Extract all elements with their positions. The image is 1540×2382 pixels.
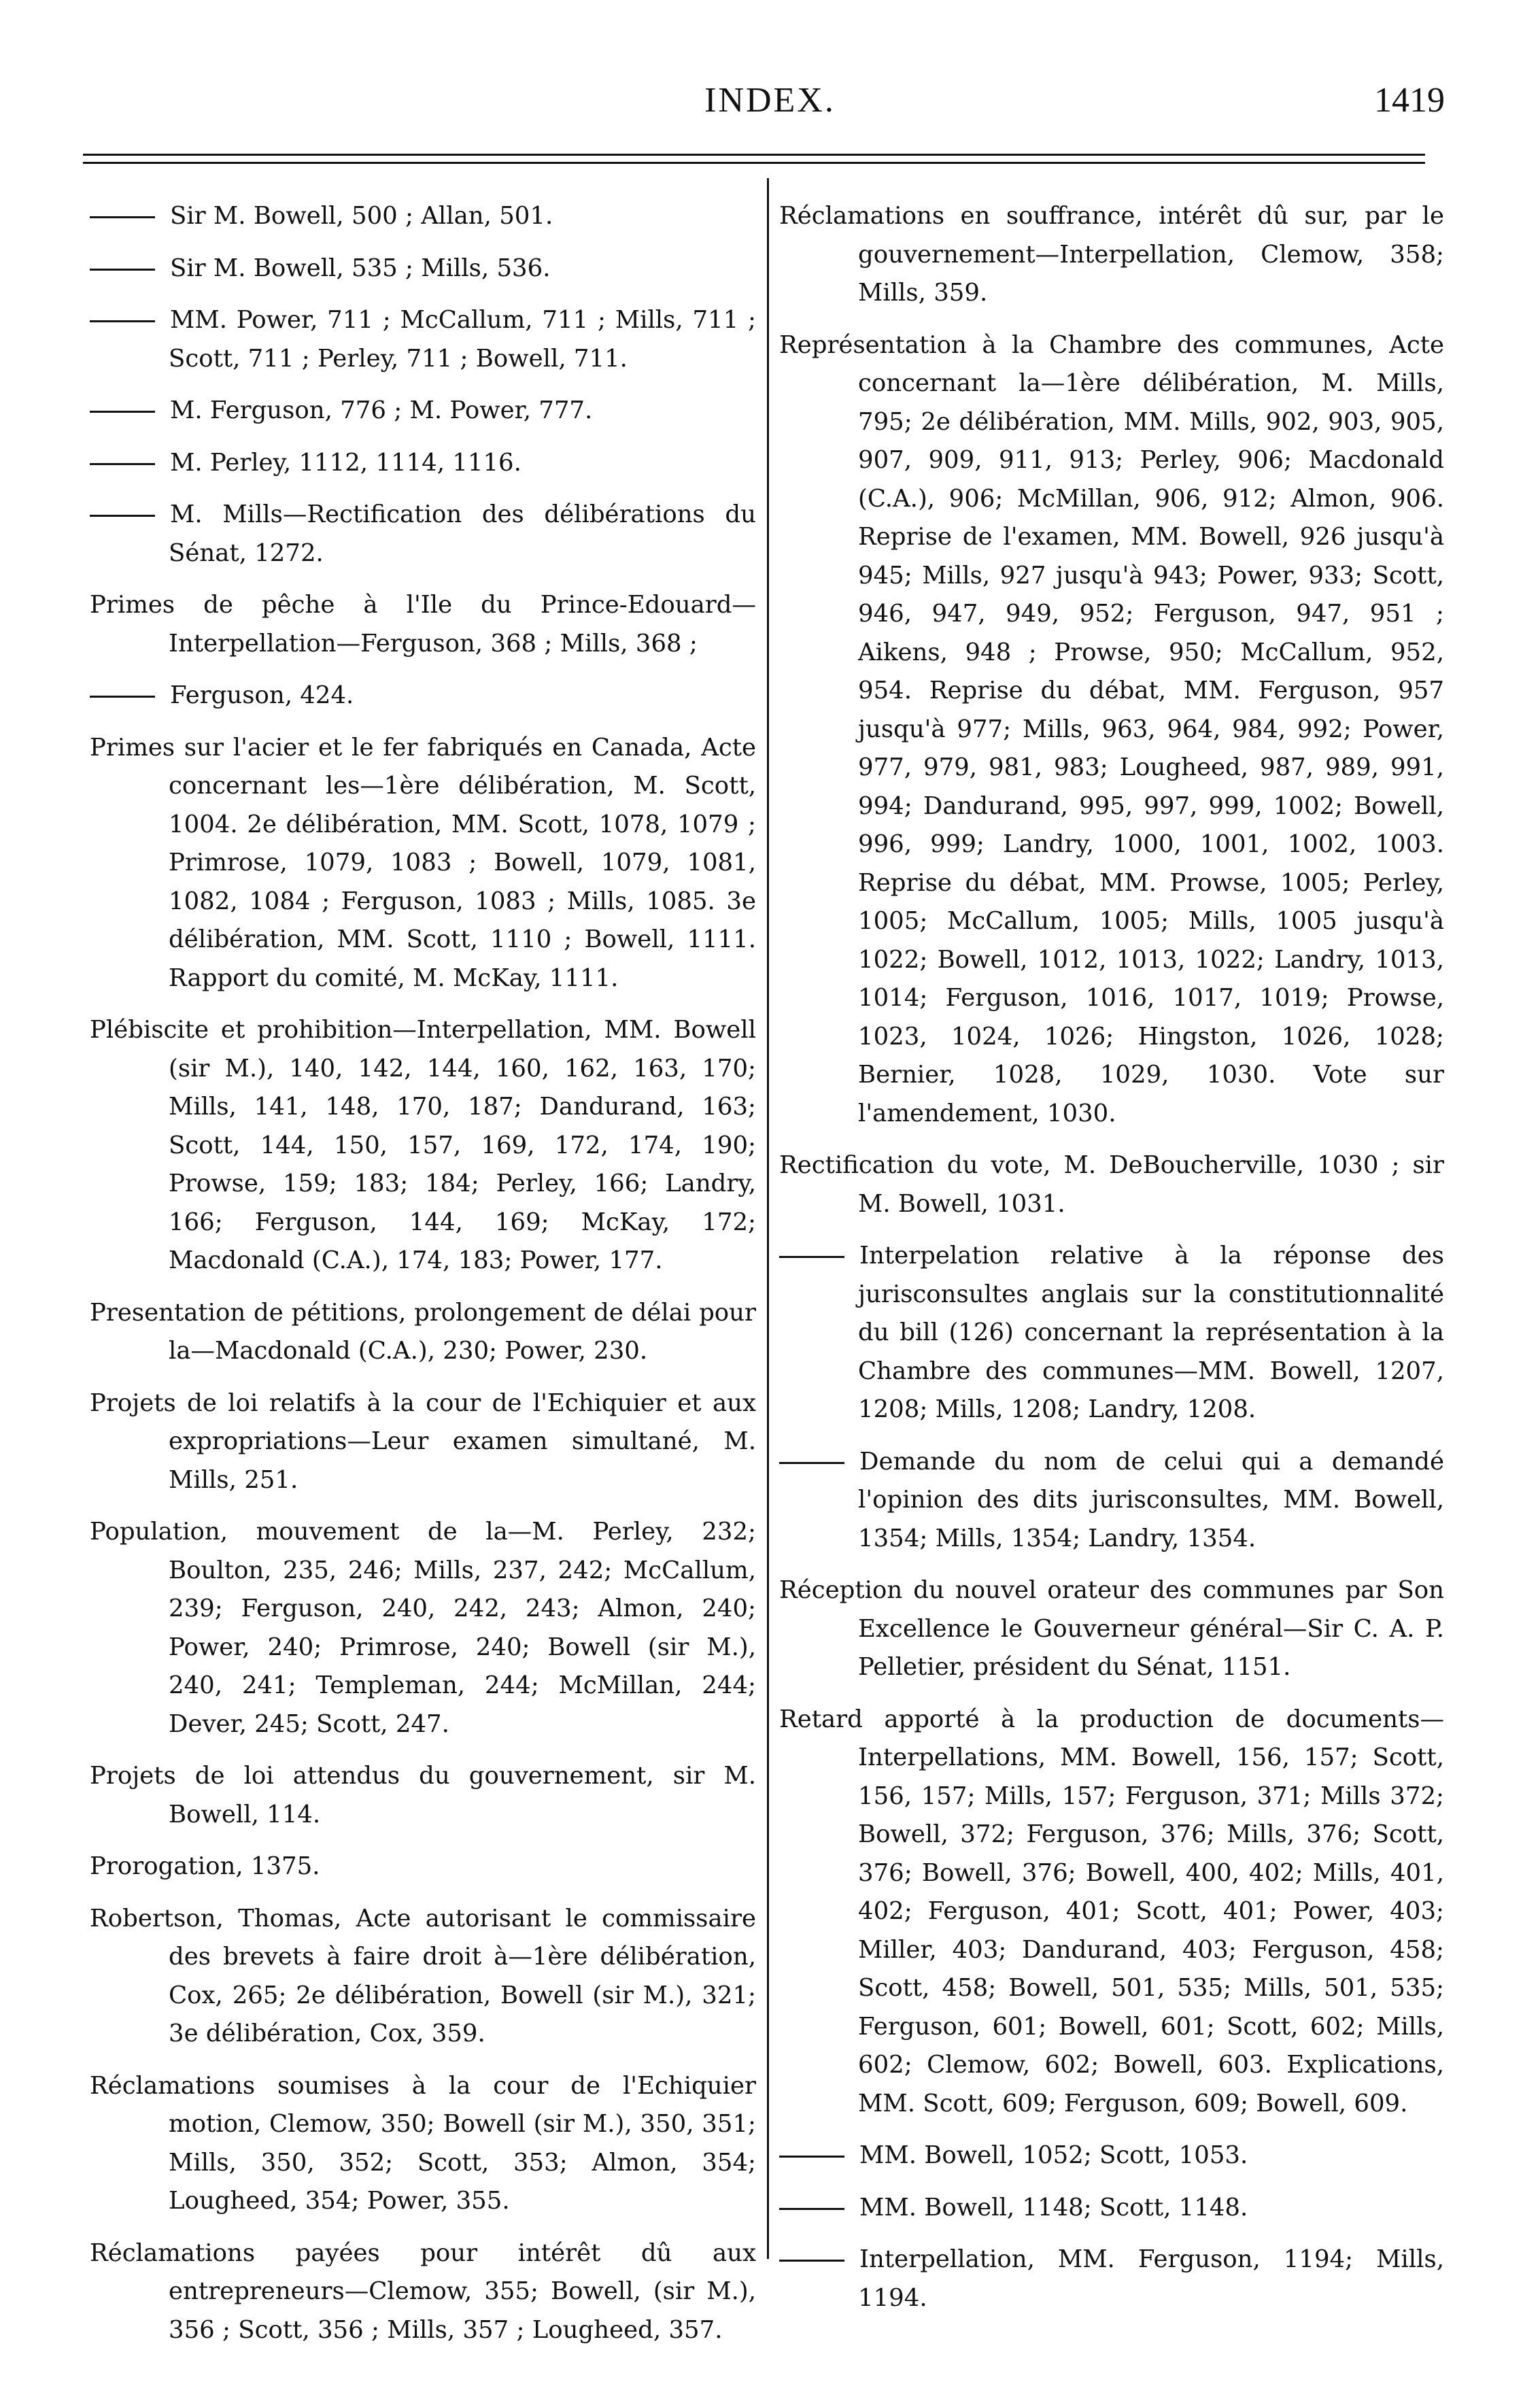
entry-text: Plébiscite et prohibition—Interpellation, MM. Bowell (sir M.), 140, 142, 144, 160, 162, 163, 170; Mills, 141, 148, 170, 187; Dandurand, 163; Scott, 144, 150, 157, 169, 172, 174, 190; Prowse, 159; 183; 184; Perley, 166; Landry, 166; Ferguson, 144, 169; McKay, 172; Macdonald (C.A.), 174, 183; Power, 177.	[90, 1016, 756, 1274]
index-subentry	[779, 2189, 1444, 2228]
entry-text: M. Ferguson, 776 ; M. Power, 777.	[170, 396, 593, 424]
entry-text: Ferguson, 424.	[170, 681, 354, 709]
entry-text: Projets de loi relatifs à la cour de l'Echiquier et aux expropriations—Leur examen simultané, M. Mills, 251.	[90, 1389, 756, 1494]
index-entry	[90, 2234, 756, 2350]
entry-text: M. Perley, 1112, 1114, 1116.	[170, 448, 521, 477]
ditto-dash	[90, 463, 155, 465]
entry-text: Interpellation, MM. Ferguson, 1194; Mills, 1194.	[858, 2245, 1444, 2312]
index-entry	[90, 1900, 756, 2054]
index-subentry	[90, 392, 756, 430]
index-subentry	[90, 677, 756, 715]
page-number: 1419	[1374, 81, 1445, 120]
index-entry	[779, 1146, 1444, 1223]
index-entry	[90, 1757, 756, 1834]
entry-text: Sir M. Bowell, 500 ; Allan, 501.	[170, 202, 553, 230]
entry-text: Réclamations en souffrance, intérêt dû sur, par le gouvernement—Interpellation, Clemow, 358; Mills, 359.	[779, 202, 1444, 307]
index-entry	[90, 1294, 756, 1371]
ditto-dash	[779, 1462, 844, 1464]
entry-text: Demande du nom de celui qui a demandé l'opinion des dits jurisconsultes, MM. Bowell, 1354; Mills, 1354; Landry, 1354.	[858, 1447, 1444, 1552]
entry-text: Primes de pêche à l'Ile du Prince-Edouard—Interpellation—Ferguson, 368 ; Mills, 368 ;	[90, 591, 756, 658]
index-entry	[779, 326, 1444, 1134]
entry-text: MM. Bowell, 1148; Scott, 1148.	[859, 2193, 1248, 2222]
entry-text: Projets de loi attendus du gouvernement, sir M. Bowell, 114.	[90, 1762, 756, 1828]
ditto-dash	[90, 216, 155, 218]
left-column	[90, 197, 756, 2363]
index-entry	[779, 1571, 1444, 1687]
index-subentry	[779, 1237, 1444, 1429]
ditto-dash	[90, 320, 155, 322]
ditto-dash	[90, 696, 155, 698]
entry-text: MM. Bowell, 1052; Scott, 1053.	[859, 2141, 1248, 2169]
index-subentry	[90, 250, 756, 288]
entry-text: Population, mouvement de la—M. Perley, 232; Boulton, 235, 246; Mills, 237, 242; McCallum, 239; Ferguson, 240, 242, 243; Almon, 240; Power, 240; Primrose, 240; Bowell (sir M.), 240, 241; Templeman, 244; McMillan, 244; Dever, 245; Scott, 247.	[90, 1518, 756, 1738]
index-entry	[90, 1011, 756, 1280]
index-subentry	[779, 2241, 1444, 2317]
entry-text: Robertson, Thomas, Acte autorisant le commissaire des brevets à faire droit à—1ère délibération, Cox, 265; 2e délibération, Bowell (sir M.), 321; 3e délibération, Cox, 359.	[90, 1904, 756, 2047]
ditto-dash	[779, 2156, 844, 2158]
index-entry	[90, 2067, 756, 2221]
entry-text: MM. Power, 711 ; McCallum, 711 ; Mills, 711 ; Scott, 711 ; Perley, 711 ; Bowell, 711.	[169, 306, 756, 373]
index-entry	[779, 1701, 1444, 2124]
entry-text: Rectification du vote, M. DeBoucherville, 1030 ; sir M. Bowell, 1031.	[779, 1151, 1444, 1218]
entry-text: Prorogation, 1375.	[90, 1852, 320, 1880]
index-subentry	[779, 2137, 1444, 2175]
index-entry	[90, 729, 756, 998]
entry-text: Représentation à la Chambre des communes, Acte concernant la—1ère délibération, M. Mills, 795; 2e délibération, MM. Mills, 902, 903, 905, 907, 909, 911, 913; Perley, 906; Macdonald (C.A.), 906; McMillan, 906, 912; Almon, 906. Reprise de l'examen, MM. Bowell, 926 jusqu'à 945; Mills, 927 jusqu'à 943; Power, 933; Scott, 946, 947, 949, 952; Ferguson, 947, 951 ; Aikens, 948 ; Prowse, 950; McCallum, 952, 954. Reprise du débat, MM. Ferguson, 957 jusqu'à 977; Mills, 963, 964, 984, 992; Power, 977, 979, 981, 983; Lougheed, 987, 989, 991, 994; Dandurand, 995, 997, 999, 1002; Bowell, 996, 999; Landry, 1000, 1001, 1002, 1003. Reprise du débat, MM. Prowse, 1005; Perley, 1005; McCallum, 1005; Mills, 1005 jusqu'à 1022; Bowell, 1012, 1013, 1022; Landry, 1013, 1014; Ferguson, 1016, 1017, 1019; Prowse, 1023, 1024, 1026; Hingston, 1026, 1028; Bernier, 1028, 1029, 1030. Vote sur l'amendement, 1030.	[779, 330, 1444, 1127]
index-subentry	[90, 301, 756, 378]
ditto-dash	[779, 2260, 844, 2262]
index-subentry	[90, 197, 756, 236]
index-entry	[90, 586, 756, 663]
column-divider	[767, 178, 769, 2259]
right-column	[779, 197, 1444, 2331]
index-entry	[90, 1848, 756, 1886]
ditto-dash	[90, 411, 155, 413]
entry-text: M. Mills—Rectification des délibérations du Sénat, 1272.	[169, 500, 756, 567]
header-rule-top	[83, 154, 1425, 156]
index-subentry	[779, 1443, 1444, 1559]
entry-text: Réception du nouvel orateur des communes par Son Excellence le Gouverneur général—Sir C. A. P. Pelletier, président du Sénat, 1151.	[779, 1576, 1444, 1681]
index-subentry	[90, 496, 756, 573]
index-entry	[90, 1384, 756, 1500]
entry-text: Retard apporté à la production de documents—Interpellations, MM. Bowell, 156, 157; Scott, 156, 157; Mills, 157; Ferguson, 371; Mills 372; Bowell, 372; Ferguson, 376; Mills, 376; Scott, 376; Bowell, 376; Bowell, 400, 402; Mills, 401, 402; Ferguson, 401; Scott, 401; Power, 403; Miller, 403; Dandurand, 403; Ferguson, 458; Scott, 458; Bowell, 501, 535; Mills, 501, 535; Ferguson, 601; Bowell, 601; Scott, 602; Mills, 602; Clemow, 602; Bowell, 603. Explications, MM. Scott, 609; Ferguson, 609; Bowell, 609.	[779, 1705, 1444, 2117]
ditto-dash	[779, 1256, 844, 1258]
index-entry	[779, 197, 1444, 313]
entry-text: Réclamations soumises à la cour de l'Echiquier motion, Clemow, 350; Bowell (sir M.), 350, 351; Mills, 350, 352; Scott, 353; Almon, 354; Lougheed, 354; Power, 355.	[90, 2071, 756, 2215]
index-subentry	[90, 444, 756, 483]
page-title: INDEX.	[704, 81, 836, 120]
ditto-dash	[779, 2208, 844, 2210]
entry-text: Presentation de pétitions, prolongement de délai pour la—Macdonald (C.A.), 230; Power, 230.	[90, 1298, 756, 1365]
index-entry	[90, 1513, 756, 1743]
entry-text: Primes sur l'acier et le fer fabriqués en Canada, Acte concernant les—1ère délibération, M. Scott, 1004. 2e délibération, MM. Scott, 1078, 1079 ; Primrose, 1079, 1083 ; Bowell, 1079, 1081, 1082, 1084 ; Ferguson, 1083 ; Mills, 1085. 3e délibération, MM. Scott, 1110 ; Bowell, 1111. Rapport du comité, M. McKay, 1111.	[90, 733, 756, 992]
ditto-dash	[90, 269, 155, 271]
entry-text: Interpelation relative à la réponse des jurisconsultes anglais sur la constitutionnalité du bill (126) concernant la représentation à la Chambre des communes—MM. Bowell, 1207, 1208; Mills, 1208; Landry, 1208.	[858, 1242, 1444, 1423]
entry-text: Sir M. Bowell, 535 ; Mills, 536.	[170, 254, 551, 282]
ditto-dash	[90, 515, 155, 517]
header-rule-bottom	[83, 162, 1425, 164]
entry-text: Réclamations payées pour intérêt dû aux entrepreneurs—Clemow, 355; Bowell, (sir M.), 356 ; Scott, 356 ; Mills, 357 ; Lougheed, 357.	[90, 2239, 756, 2344]
